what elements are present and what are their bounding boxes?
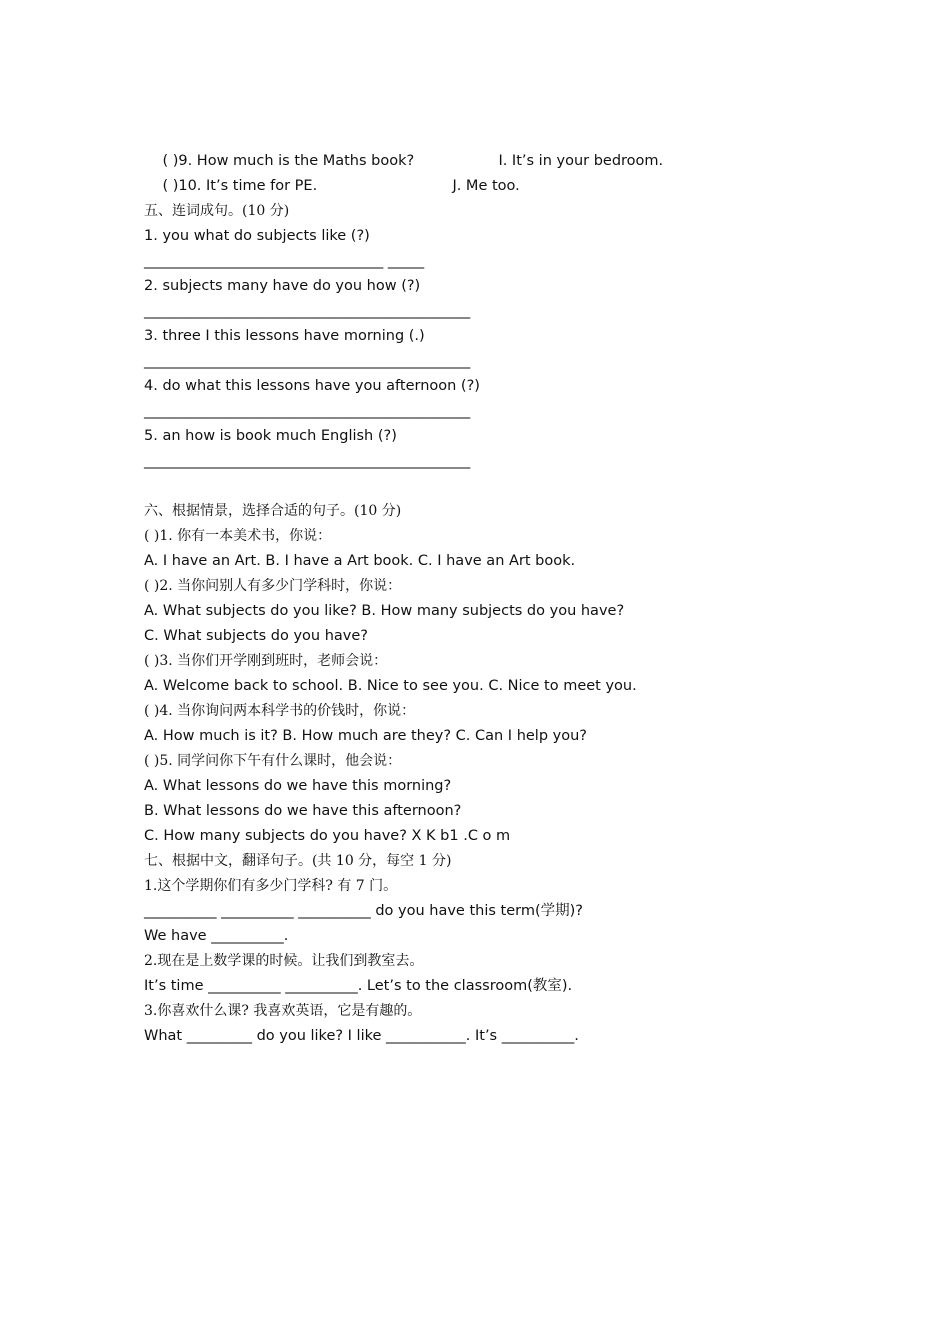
matching-answer: I. It’s in your bedroom. [498, 153, 664, 169]
answer-line: _____________________________________________ [144, 303, 471, 319]
section-5-title: 五、连词成句。(10 分) [144, 203, 290, 219]
matching-item-9 [144, 124, 844, 169]
choice-options: A. I have an Art. B. I have a Art book. C. I have an Art book. [144, 553, 576, 569]
choice-options: C. How many subjects do you have? X K b1 .C o m [144, 828, 511, 844]
answer-line: _____________________________________________ [144, 353, 471, 369]
reorder-question: 3. three I this lessons have morning (.) [144, 328, 425, 344]
translation-blank-line: What _________ do you like? I like ___________. It’s __________. [144, 1028, 579, 1044]
translation-prompt: 3.你喜欢什么课? 我喜欢英语，它是有趣的。 [144, 1003, 422, 1019]
translation-prompt: 1.这个学期你们有多少门学科? 有 7 门。 [144, 878, 398, 894]
choice-question: ( )2. 当你问别人有多少门学科时，你说： [144, 578, 402, 594]
translation-blank-line: We have __________. [144, 928, 289, 944]
reorder-question: 2. subjects many have do you how (?) [144, 278, 421, 294]
translation-blank-line: __________ __________ __________ do you have this term(学期)? [144, 903, 583, 919]
choice-options: A. What subjects do you like? B. How many subjects do you have? [144, 603, 625, 619]
choice-options: A. How much is it? B. How much are they? C. Can I help you? [144, 728, 587, 744]
answer-line: _____________________________________________ [144, 403, 471, 419]
translation-blank-line: It’s time __________ __________. Let’s to the classroom(教室). [144, 978, 573, 994]
worksheet-page [144, 124, 844, 1049]
matching-answer: J. Me too. [452, 178, 520, 194]
answer-line: _____________________________________________ [144, 453, 471, 469]
reorder-question: 4. do what this lessons have you afternoon (?) [144, 378, 480, 394]
section-7-title: 七、根据中文，翻译句子。(共 10 分，每空 1 分) [144, 853, 452, 869]
choice-options: B. What lessons do we have this afternoon? [144, 803, 462, 819]
reorder-question: 1. you what do subjects like (?) [144, 228, 370, 244]
choice-question: ( )4. 当你询问两本科学书的价钱时，你说： [144, 703, 416, 719]
choice-options: C. What subjects do you have? [144, 628, 368, 644]
choice-question: ( )3. 当你们开学刚到班时，老师会说： [144, 653, 388, 669]
choice-question: ( )5. 同学问你下午有什么课时，他会说： [144, 753, 402, 769]
choice-question: ( )1. 你有一本美术书，你说： [144, 528, 332, 544]
spacer [144, 474, 844, 499]
section-6-title: 六、根据情景，选择合适的句子。(10 分) [144, 503, 402, 519]
matching-question: ( )10. It’s time for PE. [162, 178, 318, 194]
reorder-question: 5. an how is book much English (?) [144, 428, 397, 444]
translation-prompt: 2.现在是上数学课的时候。让我们到教室去。 [144, 953, 424, 969]
matching-question: ( )9. How much is the Maths book? [162, 153, 415, 169]
choice-options: A. What lessons do we have this morning? [144, 778, 452, 794]
choice-options: A. Welcome back to school. B. Nice to see you. C. Nice to meet you. [144, 678, 637, 694]
answer-line: _________________________________ _____ [144, 253, 425, 269]
